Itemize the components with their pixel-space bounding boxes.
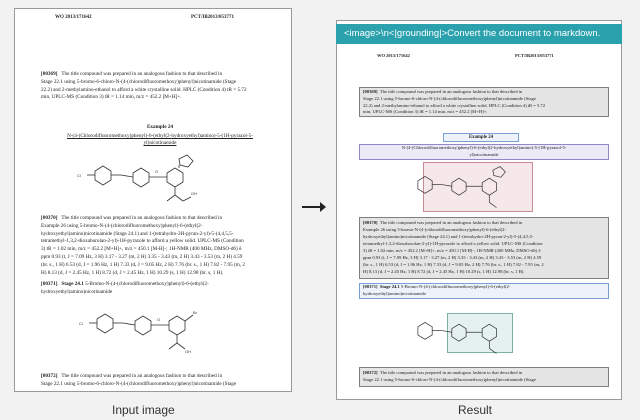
svg-text:Cl: Cl	[79, 321, 83, 326]
paragraph-text: min, UPLC-MS (Condition 3) tR = 1.14 min, m/z = 452.2 [M+H]+.	[363, 109, 488, 115]
paragraph-text: Stage 22.1 using 5-bromo-6-chloro-N-(4-(chlorodifluoromethoxy)phenyl)nicotinamide (Stage	[363, 95, 536, 101]
paragraph-text: 3) tR = 1.02 min, m/z = 452.2 [M+H]+, m/z = 450.1 [M-H]-; 1H-NMR (400 MHz, DMSO-d6) δ	[41, 246, 242, 253]
paragraph-text: 3) tR = 1.02 min, m/z = 452.2 [M+H]+, m/z = 450.1 [M-H]-; 1H-NMR (400 MHz, DMSO-d6) δ	[363, 248, 541, 253]
result-caption: Result	[458, 403, 493, 417]
example-name-line: N-(4-(Chlorodifluoromethoxy)phenyl)-6-(ethyl(2-hydroxyethyl)amino)-5-(1H-pyrazol-5-	[67, 133, 253, 139]
paragraph-text: Stage 22.1 using 5-bromo-6-chloro-N-(4-(chlorodifluoromethoxy)phenyl)nicotinamide (Stage	[363, 377, 536, 382]
chemical-structure-example-24	[75, 151, 225, 207]
example-name-line: yl)nicotinamide	[143, 140, 177, 146]
paragraph-text: hydroxyethyl)amino)nicotinamide (Stage 24.1) and 1-(tetrahydro-2H-pyran-2-yl)-5-(4,4,5,5-	[41, 230, 234, 237]
paragraph-00369	[363, 89, 605, 116]
example-title: Example 24	[146, 124, 174, 130]
paragraph-ref: [00371]	[363, 284, 378, 289]
input-document-page	[14, 8, 292, 392]
paragraph-ref: [00369]	[363, 89, 378, 94]
paragraph-text: hydroxyethyl)amino)nicotinamide	[41, 288, 113, 295]
arrow-right-icon	[300, 200, 326, 214]
svg-text:OH: OH	[191, 191, 197, 196]
paragraph-text: 5-Bromo-N-(4-(chlorodifluoromethoxy)phenyl)-6-(ethyl(2-	[85, 281, 209, 287]
paragraph-00370	[363, 219, 605, 275]
prompt-bar: <image>\n<|grounding|>Convert the document to markdown.	[336, 24, 622, 44]
paragraph-text: The title compound was prepared in an analogous fashion to that described in	[379, 220, 523, 225]
paragraph-text: tetramethyl-1,3,2-dioxaborolan-2-yl)-1H-pyrazole to afford a yellow solid. UPLC-MS (Condition	[41, 238, 244, 245]
paragraph-ref: [00370]	[363, 220, 378, 225]
example-name	[359, 145, 609, 158]
input-image-caption: Input image	[112, 403, 175, 417]
paragraph-ref: [00371]	[41, 281, 58, 287]
paragraph-text: Stage 22.1 using 5-bromo-6-chloro-N-(4-(chlorodifluoromethoxy)phenyl)nicotinamide (Stage	[41, 78, 237, 85]
paragraph-ref: [00372]	[41, 373, 58, 379]
paragraph-text: ppm 0.93 (t, J = 7.09 Hz, 3 H) 3.17 - 3.27 (m, 2 H) 3.35 - 3.43 (m, 2 H) 3.43 - 3.53 (m, 2 H) 4.59	[41, 253, 243, 260]
paragraph-text: The title compound was prepared in an analogous fashion to that described in	[379, 89, 523, 94]
paragraph-text: min, UPLC-MS (Condition 3) tR = 1.14 min, m/z = 452.2 [M+H]+.	[41, 94, 182, 101]
svg-text:Br: Br	[193, 310, 197, 315]
paragraph-text: 22.2) and 2-methylamino-ethanol to afford a white crystalline solid. HPLC (Condition 4) tR = 5.72	[41, 86, 247, 93]
paragraph-text: The title compound was prepared in an analogous fashion to that described in	[61, 373, 223, 379]
paragraph-text: 5-Bromo-N-(4-(chlorodifluoromethoxy)phenyl)-6-(ethyl(2-	[400, 284, 511, 289]
chemical-structure-example-24	[397, 163, 537, 213]
paragraph-text: hydroxyethyl)amino)nicotinamide (Stage 24.1) and 1-(tetrahydro-2H-pyran-2-yl)-5-(4,4,5,5-	[363, 234, 534, 239]
paragraph-text: H) 8.13 (d, J = 2.45 Hz, 1 H) 8.72 (d, J = 2.45 Hz, 1 H) 10.29 (s, 1 H) 12.98 (br. s, 1 H).	[363, 269, 525, 274]
patent-number: WO 2013/171642	[377, 53, 410, 58]
example-name-line: N-(4-(Chlorodifluoromethoxy)phenyl)-6-(ethyl(2-hydroxyethyl)amino)-5-(1H-pyrazol-5-	[401, 145, 567, 150]
chemical-structure-stage-24-1	[397, 309, 537, 359]
svg-text:O: O	[155, 169, 159, 174]
paragraph-00372	[41, 373, 281, 389]
paragraph-text: H) 8.13 (d, J = 2.45 Hz, 1 H) 8.72 (d, J = 2.45 Hz, 1 H) 10.29 (s, 1 H) 12.98 (br. s, 1 H).	[41, 269, 224, 276]
paragraph-text: hydroxyethyl)amino)nicotinamide	[363, 290, 427, 296]
application-number: PCT/IB2013/053771	[191, 15, 235, 20]
paragraph-text: 22.2) and 2-methylamino-ethanol to afford a white crystalline solid. HPLC (Condition 4) tR = 5.72	[363, 102, 546, 108]
chemical-structure-stage-24-1	[77, 299, 227, 355]
paragraph-ref: [00372]	[363, 370, 378, 375]
svg-text:OH: OH	[185, 349, 191, 354]
paragraph-00371	[363, 284, 605, 298]
example-name	[35, 133, 285, 147]
paragraph-ref: [00369]	[41, 71, 58, 77]
paragraph-text: The title compound was prepared in an analogous fashion to that described in	[61, 215, 223, 221]
paragraph-text: (br. s., 1 H) 6.53 (d, J = 1.96 Hz, 1 H) 7.33 (d, J = 9.05 Hz, 2 H) 7.76 (br. s., 1 H) 7.82 - 7.95 (m, 2	[363, 262, 544, 267]
paragraph-text: (br. s., 1 H) 6.53 (d, J = 1.96 Hz, 1 H) 7.33 (d, J = 9.05 Hz, 2 H) 7.76 (br. s., 1 H) 7.82 - 7.95 (m, 2	[41, 261, 245, 268]
paragraph-text: The title compound was prepared in an analogous fashion to that described in	[61, 71, 223, 77]
svg-text:O: O	[157, 317, 161, 322]
result-document-page	[336, 20, 622, 400]
paragraph-text: The title compound was prepared in an analogous fashion to that described in	[379, 370, 523, 375]
paragraph-text: ppm 0.93 (t, J = 7.09 Hz, 3 H) 3.17 - 3.27 (m, 2 H) 3.35 - 3.43 (m, 2 H) 3.43 - 3.53 (m, 2 H) 4.59	[363, 255, 542, 260]
paragraph-text: tetramethyl-1,3,2-dioxaborolan-2-yl)-1H-pyrazole to afford a yellow solid. UPLC-MS (Condition	[363, 241, 543, 246]
paragraph-ref: [00370]	[41, 215, 58, 221]
paragraph-00371	[41, 281, 281, 297]
svg-text:Cl: Cl	[77, 173, 81, 178]
stage-label: Stage 24.1	[379, 284, 400, 289]
example-name-line: yl)nicotinamide	[469, 151, 499, 157]
paragraph-text: Example 26 using 5-bromo-N-(4-(chlorodifluoromethoxy)phenyl)-6-(ethyl(2-	[363, 227, 507, 232]
paragraph-00369	[41, 71, 281, 102]
example-title: Example 24	[468, 135, 494, 140]
paragraph-text: Stage 22.1 using 5-bromo-6-chloro-N-(4-(chlorodifluoromethoxy)phenyl)nicotinamide (Stage	[41, 380, 237, 387]
paragraph-text: Example 26 using 5-bromo-N-(4-(chlorodifluoromethoxy)phenyl)-6-(ethyl(2-	[41, 222, 203, 229]
paragraph-00370	[41, 215, 281, 277]
application-number: PCT/IB2013/053771	[515, 53, 554, 58]
paragraph-00372	[363, 369, 605, 383]
patent-number: WO 2013/171642	[55, 15, 92, 20]
stage-label: Stage 24.1	[61, 281, 84, 287]
